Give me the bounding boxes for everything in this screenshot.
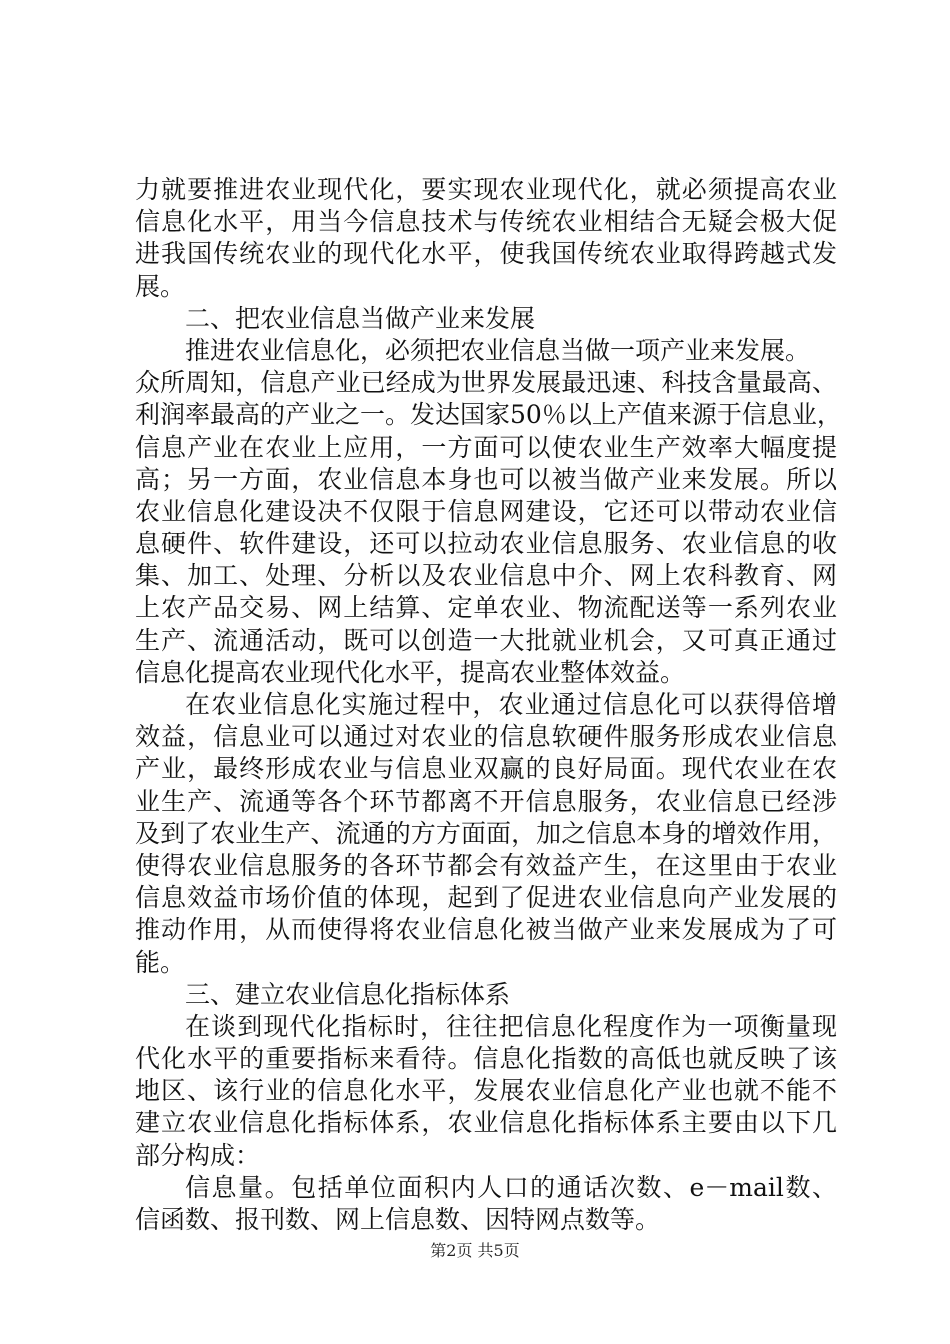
text-line: 农业信息化建设决不仅限于信息网建设，它还可以带动农业信 [135,496,837,526]
page-footer [0,1241,950,1261]
text-line: 众所周知，信息产业已经成为世界发展最迅速、科技含量最高、 [135,368,837,398]
text-line: 信息化提高农业现代化水平，提高农业整体效益。 [135,657,686,687]
text-line: 信息量。包括单位面积内人口的通话次数、e－mail数、 [185,1172,837,1202]
text-line: 推进农业信息化，必须把农业信息当做一项产业来发展。 [185,335,811,365]
text-line: 推动作用，从而使得将农业信息化被当做产业来发展成为了可 [135,915,837,945]
text-line: 在农业信息化实施过程中，农业通过信息化可以获得倍增 [185,690,837,719]
text-line: 及到了农业生产、流通的方方面面，加之信息本身的增效作用， [135,818,837,848]
text-line: 集、加工、处理、分析以及农业信息中介、网上农科教育、网 [135,561,837,591]
document-body [135,174,842,1236]
text-line: 生产、流通活动，既可以创造一大批就业机会，又可真正通过 [135,625,837,655]
text-line: 产业，最终形成农业与信息业双赢的良好局面。现代农业在农 [135,754,837,784]
text-line: 建立农业信息化指标体系，农业信息化指标体系主要由以下几 [135,1108,837,1138]
text-line: 高；另一方面，农业信息本身也可以被当做产业来发展。所以 [135,464,837,494]
text-line: 使得农业信息服务的各环节都会有效益产生，在这里由于农业 [135,850,837,880]
text-line: 三、建立农业信息化指标体系 [185,979,511,1009]
text-line: 代化水平的重要指标来看待。信息化指数的高低也就反映了该 [135,1044,837,1074]
text-line: 业生产、流通等各个环节都离不开信息服务，农业信息已经涉 [135,786,837,816]
text-line: 地区、该行业的信息化水平，发展农业信息化产业也就不能不 [135,1076,837,1106]
text-line: 在谈到现代化指标时，往往把信息化程度作为一项衡量现 [185,1011,837,1041]
text-line: 信息化水平，用当今信息技术与传统农业相结合无疑会极大促 [135,207,837,237]
text-line: 二、把农业信息当做产业来发展 [185,303,536,333]
text-line: 信息效益市场价值的体现，起到了促进农业信息向产业发展的 [135,883,837,913]
text-line: 信息产业在农业上应用，一方面可以使农业生产效率大幅度提 [135,432,837,462]
text-line: 信函数、报刊数、网上信息数、因特网点数等。 [135,1205,661,1234]
text-line: 能。 [135,947,186,977]
text-line: 力就要推进农业现代化，要实现农业现代化，就必须提高农业 [135,175,837,204]
text-line: 效益，信息业可以通过对农业的信息软硬件服务形成农业信息 [135,722,837,752]
text-line: 进我国传统农业的现代化水平，使我国传统农业取得跨越式发 [135,239,837,269]
text-line: 上农产品交易、网上结算、定单农业、物流配送等一系列农业 [135,593,837,623]
page-number-label: 第2页 共5页 [430,1241,520,1260]
text-line: 利润率最高的产业之一。发达国家50％以上产值来源于信息业， [135,400,842,430]
text-line: 息硬件、软件建设，还可以拉动农业信息服务、农业信息的收 [135,529,837,559]
text-line: 展。 [135,271,186,301]
text-line: 部分构成： [135,1140,261,1170]
